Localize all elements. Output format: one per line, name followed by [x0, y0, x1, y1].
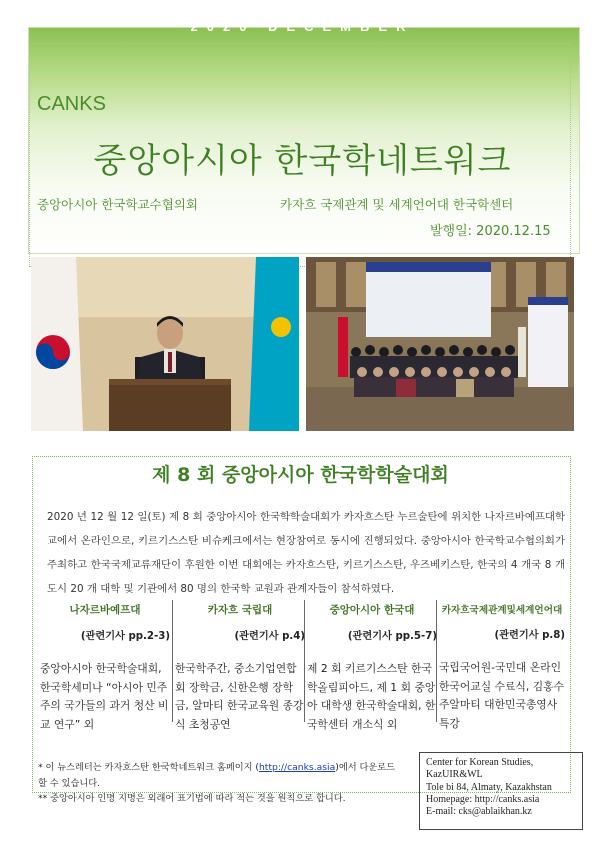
column-ref: (관련기사 pp.2-3) [80, 631, 170, 642]
column-ref: (관련기사 p.4) [234, 631, 305, 642]
footnote-text: )에서 다운로드할 수 있습니다. [38, 762, 395, 789]
contact-box [419, 752, 583, 830]
column-text: 한국학주간, 중소기업연합회 장학금, 신한은행 장학금, 알마티 한국교육원 종강식 초청공연 [175, 662, 304, 731]
publication-date: 발행일: 2020.12.15 [430, 224, 551, 239]
footnote-text: * 이 뉴스레터는 카자흐스탄 한국학네트워크 홈페이지 ( [38, 762, 259, 773]
brand-name: CANKS [37, 93, 106, 115]
contact-line: Center for Korean Studies, [426, 757, 534, 768]
footnote-download [38, 760, 398, 791]
page-title: 중앙아시아 한국학네트워크 [93, 141, 512, 181]
contact-line: Tole bi 84, Almaty, Kazakhstan [426, 781, 552, 793]
column-nazarbayev [38, 600, 172, 731]
column-title: 나자르바예프대 [69, 604, 141, 616]
publisher-right: 카자흐 국제관계 및 세계언어대 한국학센터 [280, 197, 514, 212]
column-ref: (관련기사 pp.5-7) [347, 631, 437, 642]
column-kazuirwl [436, 600, 567, 730]
publisher-left: 중앙아시아 한국학교수협의회 [37, 197, 198, 212]
column-title: 중앙아시아 한국대 [329, 604, 415, 616]
column-kaznu [172, 600, 307, 731]
contact-email[interactable]: E-mail: cks@ablaikhan.kz [426, 806, 532, 818]
column-text: 국립국어원-국민대 온라인 한국어교실 수료식, 김홍수 주알마티 대한민국총영사 특강 [439, 661, 565, 730]
section-title: 제 8 회 중앙아시아 한국학학술대회 [152, 464, 449, 486]
column-cau [304, 600, 439, 731]
column-text: 제 2 회 키르기스스탄 한국학올림피아드, 제 1 회 중앙아 대학생 한국학술대회, 한국학센터 개소식 외 [307, 662, 436, 731]
group-photo-icon [306, 257, 574, 431]
issue-month: 2020 DECEMBER [190, 19, 415, 34]
section-body: 2020 년 12 월 12 일(토) 제 8 회 중앙아시아 한국학학술대회가 카자흐스탄 누르술탄에 위치한 나자르바예프대학교에서 온라인으로, 키르기스스탄 비슈케크에서는 현장참여로 동시에 진행되었다. 중앙아시아 한국학교수협의회가 주최하고 한국국제교류재단이 후원한 이번 대회에는 카자흐스탄, 키르기스스탄, 우즈베키스탄, 한국의 4 개국 8 개 도시 20 개 대학 및 기관에서 80 명의 한국학 교원과 관계자들이 참석하였다. [47, 511, 565, 595]
column-ref: (관련기사 p.8) [494, 630, 565, 641]
contact-line: KazUIR&WL [426, 769, 483, 781]
footnote-naming: ** 중앙아시아 인명 지명은 외래어 표기법에 따라 적는 것을 원칙으로 합니다. [38, 793, 346, 804]
homepage-link[interactable]: http://canks.asia [258, 762, 336, 773]
footnotes [38, 760, 398, 807]
speaker-photo-icon [31, 257, 299, 431]
contact-homepage[interactable]: Homepage: http://canks.asia [426, 793, 540, 805]
group-photo [306, 257, 574, 431]
column-title: 카자흐국제관계및세계언어대 [441, 605, 563, 616]
speaker-photo [31, 257, 299, 431]
column-text: 중앙아시아 한국학술대회, 한국학세미나 “아시아 민주주의 국가들의 과거 청산 비교 연구” 외 [40, 662, 169, 731]
column-title: 카자흐 국립대 [207, 604, 273, 616]
